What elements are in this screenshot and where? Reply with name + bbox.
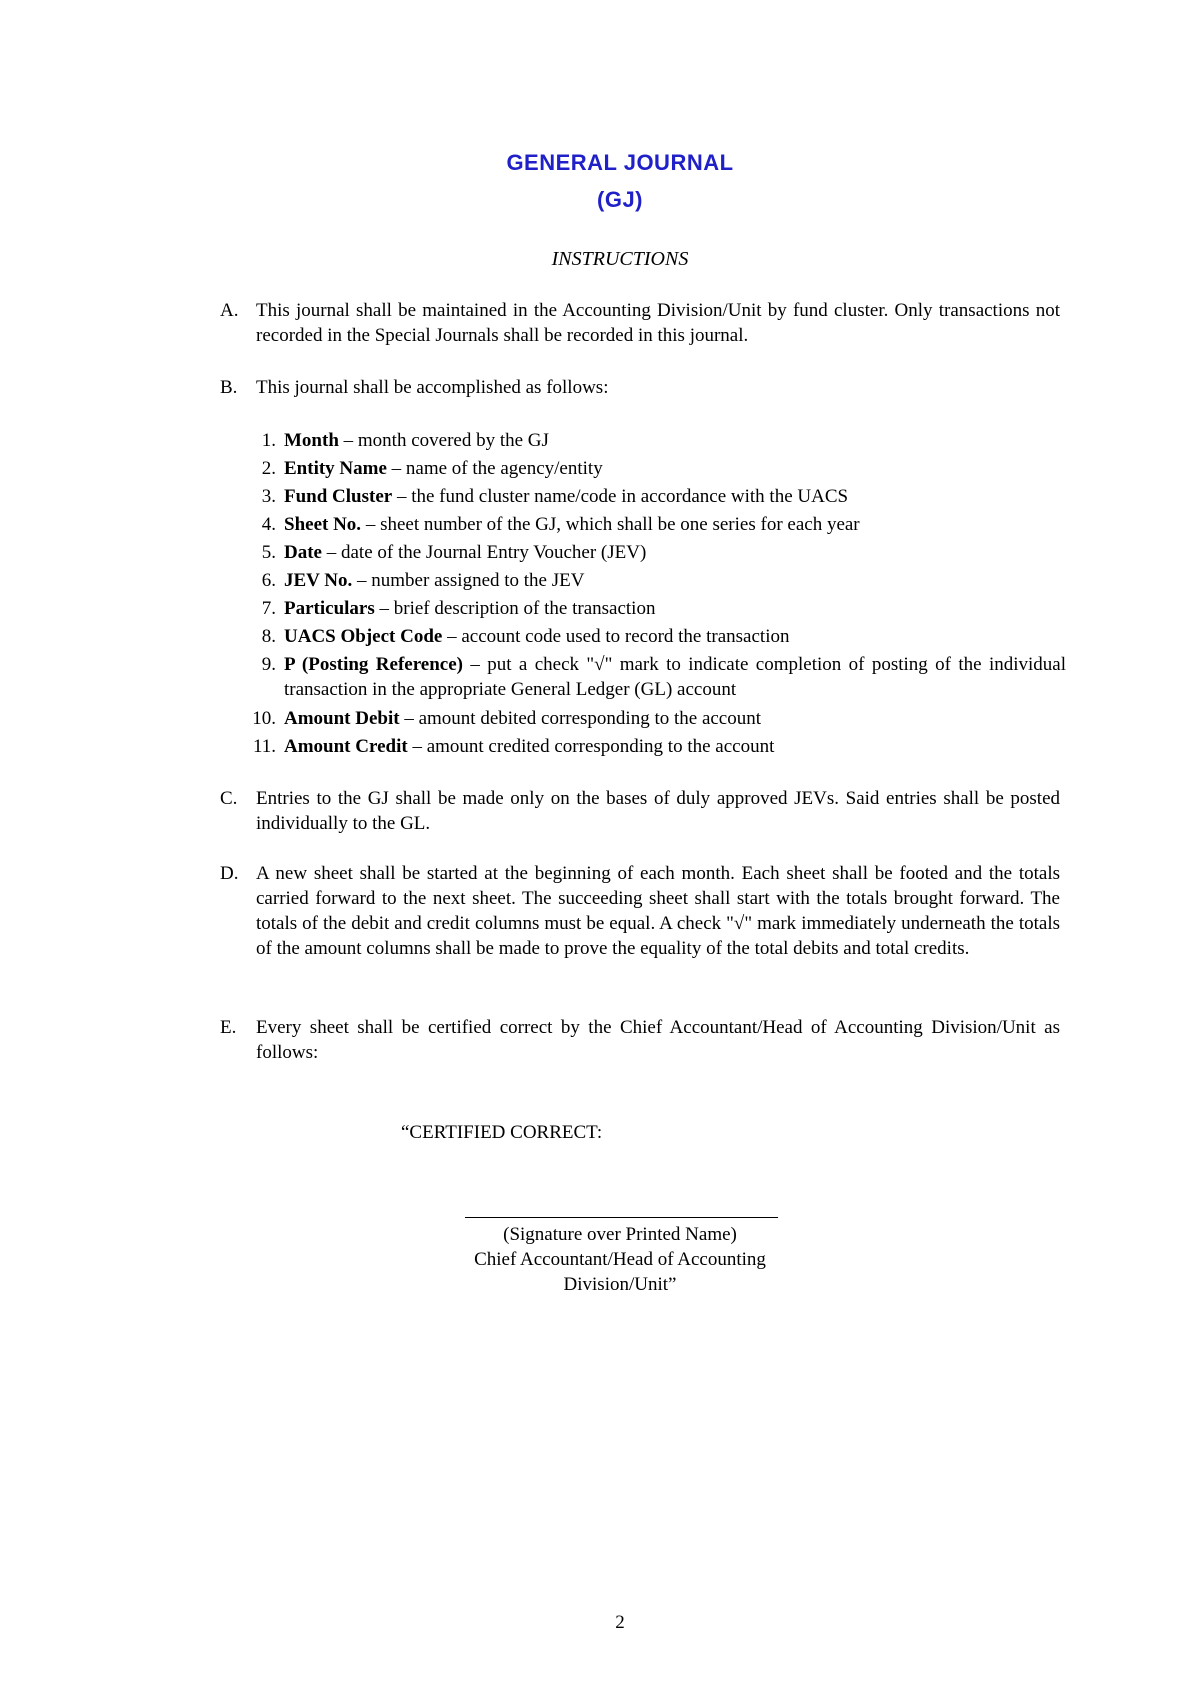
list-item-number: 2. [261, 458, 276, 479]
signature-caption: (Signature over Printed Name) [503, 1224, 737, 1245]
list-item [236, 706, 1066, 734]
section-a-text: This journal shall be maintained in the Accounting Division/Unit by fund cluster. Only transactions not recorded in the Special Journals shall be recorded in this journal. [256, 300, 1060, 346]
section-e [220, 1015, 1060, 1065]
list-item-desc: – amount debited corresponding to the account [399, 708, 762, 729]
list-item [236, 652, 1066, 706]
list-item-number: 1. [261, 430, 276, 451]
section-b [220, 375, 1060, 400]
section-c-text: Entries to the GJ shall be made only on the bases of duly approved JEVs. Said entries shall be posted individually to the GL. [256, 788, 1060, 834]
section-e-text: Every sheet shall be certified correct by the Chief Accountant/Head of Accounting Division/Unit as follows: [256, 1017, 1060, 1063]
list-item-desc: – sheet number of the GJ, which shall be one series for each year [361, 514, 860, 535]
list-item-desc: – the fund cluster name/code in accordance with the UACS [392, 486, 849, 507]
section-e-letter: E. [220, 1017, 237, 1038]
list-item-term: Month [284, 430, 339, 451]
list-item-desc: – account code used to record the transaction [442, 626, 790, 647]
list-item [236, 596, 1066, 624]
list-item-term: Fund Cluster [284, 486, 393, 507]
instructions-heading: INSTRUCTIONS [551, 248, 689, 270]
list-item-number: 9. [261, 654, 276, 675]
list-item [236, 484, 1066, 512]
list-item-term: Sheet No. [284, 514, 362, 535]
list-item [236, 456, 1066, 484]
section-c-letter: C. [220, 788, 238, 809]
list-item [236, 428, 1066, 456]
section-d-text: A new sheet shall be started at the beginning of each month. Each sheet shall be footed and the totals carried forward to the next sheet. The succeeding sheet shall start with the totals brought forward. The totals of the debit and credit columns must be equal. A check "√" mark immediately underneath the totals of the amount columns shall be made to prove the equality of the total debits and total credits. [256, 863, 1060, 959]
signature-block [420, 1222, 820, 1297]
list-item-desc: – date of the Journal Entry Voucher (JEV) [321, 542, 647, 563]
section-b-text: This journal shall be accomplished as follows: [256, 377, 609, 398]
list-item-term: Amount Debit [284, 708, 400, 729]
list-item-number: 8. [261, 626, 276, 647]
list-item-number: 7. [261, 598, 276, 619]
certified-correct-text: “CERTIFIED CORRECT: [401, 1122, 603, 1143]
list-item [236, 568, 1066, 596]
page-number: 2 [615, 1612, 625, 1633]
list-item-number: 11. [252, 736, 276, 757]
list-item-desc: – brief description of the transaction [374, 598, 656, 619]
section-a-letter: A. [220, 300, 239, 321]
list-item-term: UACS Object Code [284, 626, 443, 647]
section-d-letter: D. [220, 863, 239, 884]
list-item-term: Particulars [284, 598, 375, 619]
list-item-term: JEV No. [284, 570, 353, 591]
list-item [236, 512, 1066, 540]
list-item-number: 5. [261, 542, 276, 563]
signatory-title: Chief Accountant/Head of Accounting [474, 1249, 766, 1270]
document-subtitle: (GJ) [597, 187, 643, 212]
list-item-desc: – put a check "√" mark to indicate completion of posting of the individual transaction in the appropriate General Ledger (GL) account [284, 654, 1066, 700]
signature-line [465, 1217, 778, 1218]
section-a [220, 298, 1060, 348]
section-d [220, 861, 1060, 961]
list-item-term: Date [284, 542, 322, 563]
list-item-desc: – month covered by the GJ [338, 430, 549, 451]
list-item-number: 3. [261, 486, 276, 507]
section-b-letter: B. [220, 377, 238, 398]
list-item-term: Entity Name [284, 458, 387, 479]
signatory-unit: Division/Unit” [563, 1274, 677, 1295]
list-item-desc: – amount credited corresponding to the account [407, 736, 775, 757]
list-item [236, 540, 1066, 568]
list-item-number: 10. [252, 708, 276, 729]
list-item-number: 4. [261, 514, 276, 535]
document-title: GENERAL JOURNAL [506, 150, 734, 175]
list-item-desc: – number assigned to the JEV [352, 570, 585, 591]
list-item-desc: – name of the agency/entity [386, 458, 603, 479]
list-item [236, 734, 1066, 762]
list-item-term: P (Posting Reference) [284, 654, 464, 675]
section-c [220, 786, 1060, 836]
list-item-number: 6. [261, 570, 276, 591]
list-item [236, 624, 1066, 652]
instruction-list [236, 428, 1066, 762]
list-item-term: Amount Credit [284, 736, 408, 757]
